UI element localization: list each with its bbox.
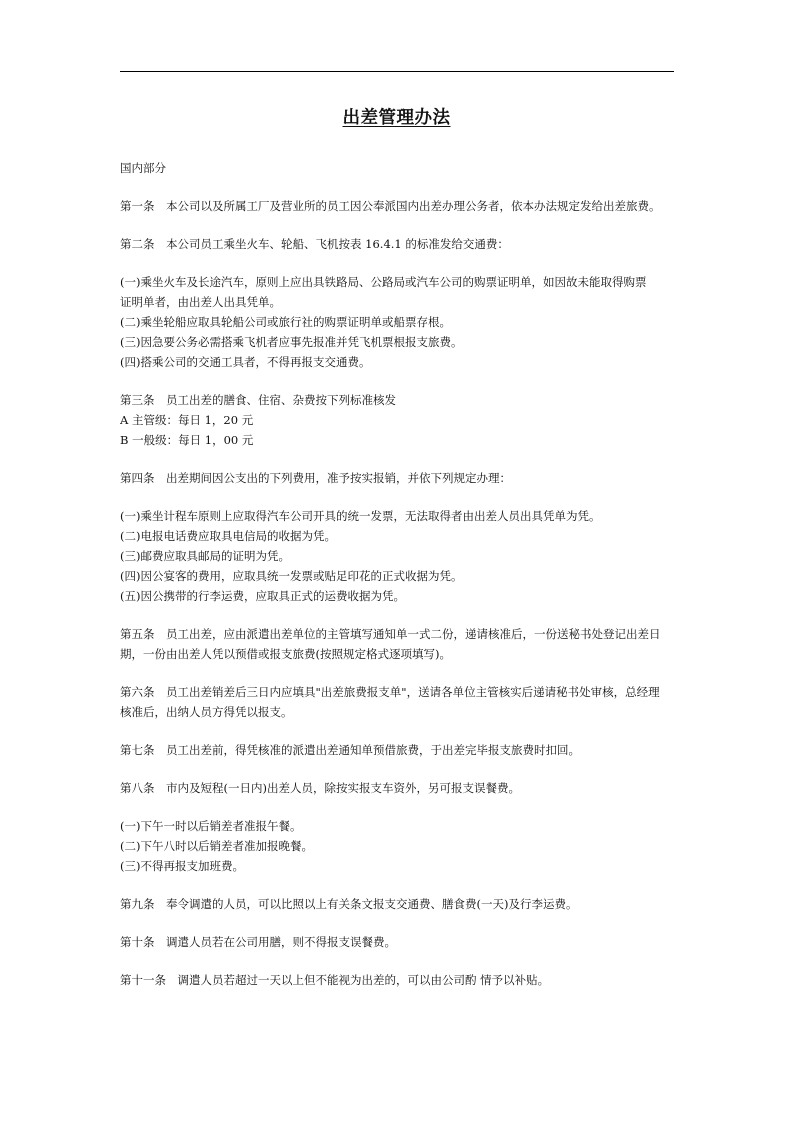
article-9-text: 第九条 奉令调遣的人员，可以比照以上有关条文报支交通费、膳食费(一天)及行李运费。 bbox=[120, 897, 578, 911]
list-item: (二)乘坐轮船应取具轮船公司或旅行社的购票证明单或船票存根。 bbox=[120, 315, 451, 329]
article-2-items bbox=[120, 272, 676, 372]
article-5-line: 第五条 员工出差，应由派遣出差单位的主管填写通知单一式二份，递请核准后，一份送秘书处登记出差日 bbox=[120, 627, 661, 641]
list-item: (二)下午八时以后销差者准加报晚餐。 bbox=[120, 839, 313, 853]
list-item: (四)因公宴客的费用，应取具统一发票或贴足印花的正式收据为凭。 bbox=[120, 569, 463, 583]
article-1-text: 第一条 本公司以及所属工厂及营业所的员工因公奉派国内出差办理公务者，依本办法规定发给出差旅费。 bbox=[120, 199, 661, 213]
article-5-line: 期，一份由出差人凭以预借或报支旅费(按照规定格式逐项填写)。 bbox=[120, 647, 451, 661]
article-7 bbox=[120, 740, 676, 760]
list-item: (一)乘坐火车及长途汽车，原则上应出具铁路局、公路局或汽车公司的购票证明单，如因故未能取得购票 bbox=[120, 275, 647, 289]
list-item: A 主管级：每日 1，20 元 bbox=[120, 413, 254, 427]
article-10-text: 第十条 调遣人员若在公司用膳，则不得报支误餐费。 bbox=[120, 935, 396, 949]
list-item: (一)乘坐计程车原则上应取得汽车公司开具的统一发票，无法取得者由出差人员出具凭单为凭。 bbox=[120, 509, 601, 523]
list-item: (一)下午一时以后销差者准报午餐。 bbox=[120, 819, 302, 833]
article-10 bbox=[120, 932, 676, 952]
article-6-line: 第六条 员工出差销差后三日内应填具"出差旅费报支单"，送请各单位主管核实后递请秘书处审核，总经理 bbox=[120, 685, 660, 699]
list-item: (三)不得再报支加班费。 bbox=[120, 859, 244, 873]
list-item: (五)因公携带的行李运费，应取具正式的运费收据为凭。 bbox=[120, 589, 405, 603]
article-7-text: 第七条 员工出差前，得凭核准的派遣出差通知单预借旅费，于出差完毕报支旅费时扣回。 bbox=[120, 743, 580, 757]
article-2-text: 第二条 本公司员工乘坐火车、轮船、飞机按表 16.4.1 的标准发给交通费： bbox=[120, 237, 509, 251]
section-label bbox=[120, 158, 676, 178]
article-6-line: 核准后，出纳人员方得凭以报支。 bbox=[120, 705, 293, 719]
article-2 bbox=[120, 234, 676, 254]
article-3-text: 第三条 员工出差的膳食、住宿、杂费按下列标准核发 bbox=[120, 393, 396, 407]
article-4-items bbox=[120, 506, 676, 606]
article-3 bbox=[120, 390, 676, 450]
list-item: (二)电报电话费应取具电信局的收据为凭。 bbox=[120, 529, 336, 543]
list-item: 证明单者，由出差人出具凭单。 bbox=[120, 295, 281, 309]
article-4-text: 第四条 出差期间因公支出的下列费用，准予按实报销，并依下列规定办理： bbox=[120, 471, 511, 485]
article-1 bbox=[120, 196, 676, 216]
article-9 bbox=[120, 894, 676, 914]
article-5 bbox=[120, 624, 676, 664]
list-item: (四)搭乘公司的交通工具者，不得再报支交通费。 bbox=[120, 355, 371, 369]
article-4 bbox=[120, 468, 676, 488]
article-11 bbox=[120, 970, 676, 990]
article-8-items bbox=[120, 816, 676, 876]
article-8 bbox=[120, 778, 676, 798]
list-item: B 一般级：每日 1，00 元 bbox=[120, 433, 254, 447]
list-item: (三)邮费应取具邮局的证明为凭。 bbox=[120, 549, 290, 563]
document-title: 出差管理办法 bbox=[342, 108, 451, 128]
article-8-text: 第八条 市内及短程(一日内)出差人员，除按实报支车资外，另可报支误餐费。 bbox=[120, 781, 520, 795]
list-item: (三)因急要公务必需搭乘飞机者应事先报准并凭飞机票根报支旅费。 bbox=[120, 335, 463, 349]
article-11-text: 第十一条 调遣人员若超过一天以上但不能视为出差的，可以由公司酌 情予以补贴。 bbox=[120, 973, 550, 987]
document-body bbox=[120, 158, 676, 1008]
article-6 bbox=[120, 682, 676, 722]
section-label-text: 国内部分 bbox=[120, 161, 166, 175]
header-rule bbox=[120, 71, 674, 72]
